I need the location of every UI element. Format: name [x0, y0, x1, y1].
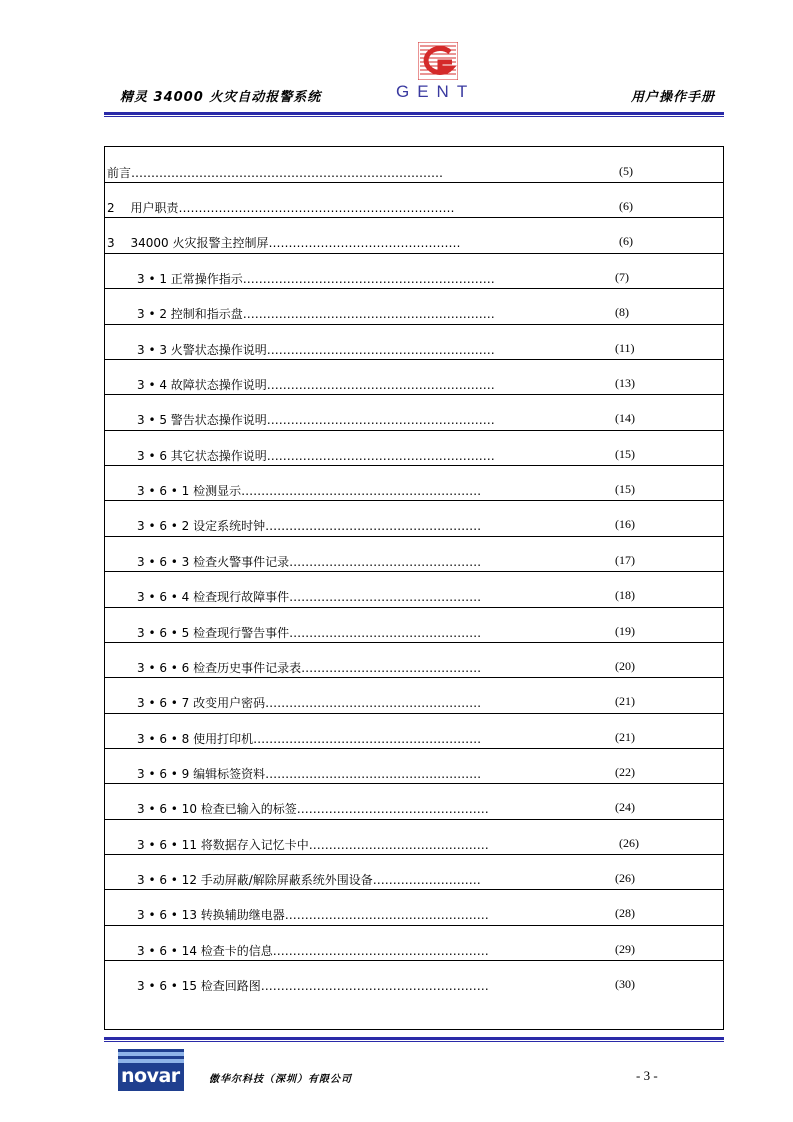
toc-entry-page: (7) [615, 270, 629, 284]
toc-entry-page: (26) [619, 836, 639, 850]
toc-entry-page: (20) [615, 659, 635, 673]
toc-entry-page: (17) [615, 553, 635, 567]
company-name: 傲华尔科技（深圳）有限公司 [209, 1074, 352, 1085]
toc-entry-label: 3 • 6 • 10 检查已输入的标签………………………………………… [137, 802, 489, 816]
toc-entry-label: 3 • 6 • 8 使用打印机………………………………………………… [137, 732, 482, 746]
toc-entry-page: (16) [615, 517, 635, 531]
toc-entry-label: 3 34000 火灾报警主控制屏………………………………………… [107, 236, 461, 250]
toc-entry-label: 3 • 6 • 11 将数据存入记忆卡中……………………………………… [137, 838, 489, 852]
toc-entry-page: (30) [615, 977, 635, 991]
header-rule-thin [104, 116, 724, 117]
toc-row [105, 925, 723, 961]
toc-row [105, 500, 723, 537]
toc-entry-label: 3 • 6 其它状态操作说明………………………………………………… [137, 449, 495, 463]
toc-entry-page: (15) [615, 482, 635, 496]
toc-entry-page: (5) [619, 164, 633, 178]
toc-entry-page: (13) [615, 376, 635, 390]
toc-row [105, 642, 723, 678]
header-left-title: 精灵 34000 火灾自动报警系统 [120, 90, 322, 105]
toc-entry-label: 3 • 6 • 2 设定系统时钟……………………………………………… [137, 519, 482, 533]
toc-row [105, 607, 723, 643]
toc-row [105, 182, 723, 218]
toc-entry-label: 3 • 6 • 14 检查卡的信息……………………………………………… [137, 944, 489, 958]
toc-entry-label: 3 • 6 • 5 检查现行警告事件………………………………………… [137, 626, 482, 640]
toc-entry-page: (24) [615, 800, 635, 814]
toc-entry-label: 3 • 6 • 15 检查回路图………………………………………………… [137, 979, 489, 993]
toc-entry-label: 3 • 6 • 4 检查现行故障事件………………………………………… [137, 590, 482, 604]
toc-entry-label: 3 • 3 火警状态操作说明………………………………………………… [137, 343, 495, 357]
toc-entry-page: (21) [615, 730, 635, 744]
toc-row [105, 394, 723, 431]
toc-entry-label: 前言…………………………………………………………………… [107, 166, 444, 180]
toc-row [105, 430, 723, 466]
toc-entry-page: (19) [615, 624, 635, 638]
toc-row [105, 288, 723, 325]
toc-entry-label: 3 • 5 警告状态操作说明………………………………………………… [137, 413, 495, 427]
toc-row [105, 536, 723, 572]
toc-entry-page: (6) [619, 234, 633, 248]
toc-entry-label: 3 • 6 • 13 转换辅助继电器…………………………………………… [137, 908, 489, 922]
novar-logo [118, 1049, 184, 1091]
header-rule [104, 112, 724, 115]
novar-logo-text: novar [121, 1065, 180, 1087]
toc-row [105, 819, 723, 855]
header-right-title: 用户操作手册 [630, 90, 715, 105]
toc-row [105, 854, 723, 890]
toc-row [105, 324, 723, 360]
table-of-contents [104, 146, 724, 1030]
toc-entry-label: 3 • 6 • 1 检测显示…………………………………………………… [137, 484, 482, 498]
toc-entry-page: (6) [619, 199, 633, 213]
toc-row [105, 889, 723, 926]
toc-entry-label: 2 用户职责…………………………………………………………… [107, 201, 455, 215]
toc-row [105, 465, 723, 501]
toc-entry-page: (21) [615, 694, 635, 708]
toc-entry-label: 3 • 1 正常操作指示……………………………………………………… [137, 272, 495, 286]
toc-entry-page: (29) [615, 942, 635, 956]
toc-entry-label: 3 • 6 • 6 检查历史事件记录表……………………………………… [137, 661, 482, 675]
toc-row [105, 571, 723, 608]
toc-entry-page: (15) [615, 447, 635, 461]
toc-entry-page: (18) [615, 588, 635, 602]
toc-row [105, 147, 723, 183]
toc-entry-page: (11) [615, 341, 635, 355]
toc-entry-label: 3 • 2 控制和指示盘……………………………………………………… [137, 307, 495, 321]
toc-entry-label: 3 • 6 • 12 手动屏蔽/解除屏蔽系统外围设备……………………… [137, 873, 481, 887]
toc-entry-page: (8) [615, 305, 629, 319]
toc-entry-page: (22) [615, 765, 635, 779]
toc-entry-page: (14) [615, 411, 635, 425]
toc-row [105, 677, 723, 714]
toc-entry-label: 3 • 6 • 9 编辑标签资料……………………………………………… [137, 767, 482, 781]
toc-row [105, 217, 723, 254]
toc-row [105, 253, 723, 289]
page-number: - 3 - [636, 1068, 658, 1083]
toc-entry-label: 3 • 6 • 7 改变用户密码……………………………………………… [137, 696, 482, 710]
footer-rule-thin [104, 1041, 724, 1042]
toc-entry-label: 3 • 4 故障状态操作说明………………………………………………… [137, 378, 495, 392]
toc-row [105, 713, 723, 749]
gent-logo-icon [418, 42, 458, 80]
footer-rule [104, 1037, 724, 1040]
gent-logo-text: GENT [396, 82, 476, 101]
toc-row [105, 359, 723, 395]
toc-row [105, 783, 723, 820]
toc-entry-page: (26) [615, 871, 635, 885]
toc-entry-page: (28) [615, 906, 635, 920]
toc-row [105, 960, 723, 1028]
toc-row [105, 748, 723, 784]
toc-entry-label: 3 • 6 • 3 检查火警事件记录………………………………………… [137, 555, 482, 569]
